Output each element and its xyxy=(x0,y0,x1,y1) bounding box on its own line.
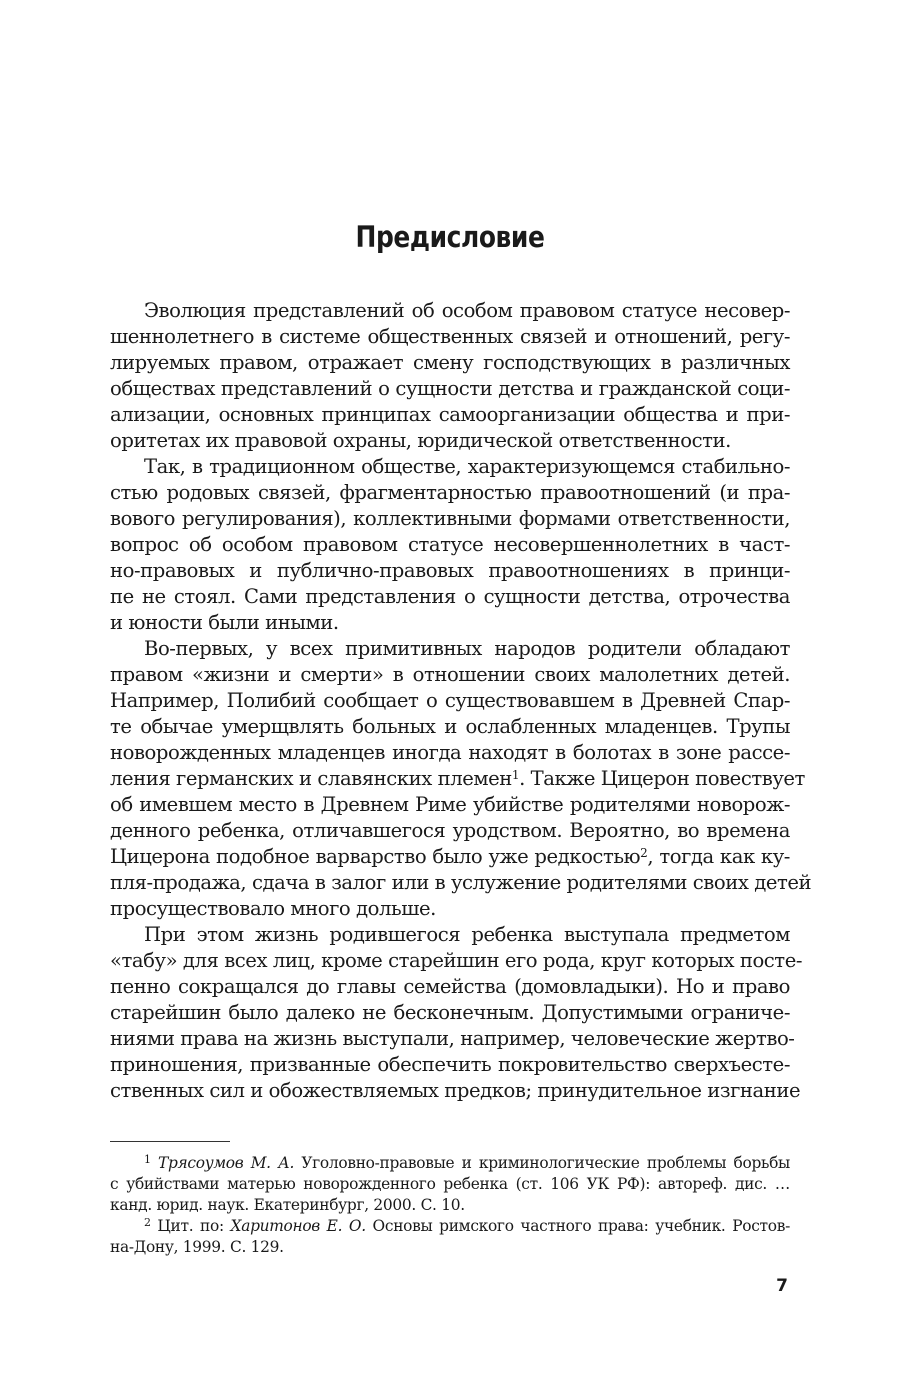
footnote-text: Основы римского частного права: учебник. Ростов- xyxy=(365,1217,790,1235)
text-line: денного ребенка, отличавшегося уродством. Вероятно, во времена xyxy=(110,819,790,842)
text-line: правом «жизни и смерти» в отношении своих малолетних детей. xyxy=(110,663,790,686)
text-line: новорожденных младенцев иногда находят в болотах в зоне рассе- xyxy=(110,741,790,764)
page-number: 7 xyxy=(776,1276,788,1296)
text-line: ственных сил и обожествляемых предков; принудительное изгнание xyxy=(110,1079,801,1102)
text-line: Например, Полибий сообщает о существовавшем в Древней Спар- xyxy=(110,689,790,712)
paragraph-4 xyxy=(110,922,803,1104)
text-line: но-правовых и публично-правовых правоотношениях в принци- xyxy=(110,559,790,582)
footnotes xyxy=(110,1153,790,1258)
line-text: . Также Цицерон повествует xyxy=(519,767,805,790)
text-line: лируемых правом, отражает смену господствующих в различных xyxy=(110,351,790,374)
line-text: Цицерона подобное варварство было уже редкостью xyxy=(110,845,641,868)
text-line: и юности были иными. xyxy=(110,611,339,634)
page-title: Предисловие xyxy=(355,220,545,254)
text-line: об имевшем место в Древнем Риме убийстве родителями новорож- xyxy=(110,793,790,816)
text-line: Так, в традиционном обществе, характеризующемся стабильно- xyxy=(144,455,790,478)
footnote-ref-1[interactable]: 1 xyxy=(511,768,520,782)
text-line: шеннолетнего в системе общественных связей и отношений, регу- xyxy=(110,325,790,348)
footnote-line: на-Дону, 1999. С. 129. xyxy=(110,1238,284,1256)
text-line: стью родовых связей, фрагментарностью правоотношений (и пра- xyxy=(110,481,790,504)
footnote-prefix: Цит. по: xyxy=(150,1217,231,1235)
line-text: , тогда как ку- xyxy=(647,845,790,868)
text-line: старейшин было далеко не бесконечным. Допустимыми ограниче- xyxy=(110,1001,790,1024)
text-line-with-footnote xyxy=(110,766,805,792)
text-line: вопрос об особом правовом статусе несовершеннолетних в част- xyxy=(110,533,790,556)
text-line: пля-продажа, сдача в залог или в услужение родителями своих детей xyxy=(110,871,812,894)
text-line: оритетах их правовой охраны, юридической ответственности. xyxy=(110,429,731,452)
line-text: ления германских и славянских племен xyxy=(110,767,512,790)
text-line: пенно сокращался до главы семейства (домовладыки). Но и право xyxy=(110,975,790,998)
text-line-with-footnote xyxy=(110,844,790,870)
footnote-divider xyxy=(110,1141,230,1142)
text-line: вового регулирования), коллективными формами ответственности, xyxy=(110,507,790,530)
footnote-line: канд. юрид. наук. Екатеринбург, 2000. С. 10. xyxy=(110,1196,465,1214)
footnote-number: 2 xyxy=(144,1216,151,1229)
footnote-1 xyxy=(110,1153,790,1216)
text-line: Во-первых, у всех примитивных народов родители обладают xyxy=(144,637,790,660)
footnote-line: с убийствами матерью новорожденного ребенка (ст. 106 УК РФ): автореф. дис. … xyxy=(110,1175,790,1193)
paragraph-2 xyxy=(110,454,790,636)
text-line: «табу» для всех лиц, кроме старейшин его рода, круг которых посте- xyxy=(110,949,803,972)
text-line: пе не стоял. Сами представления о сущности детства, отрочества xyxy=(110,585,790,608)
footnote-author: Харитонов Е. О. xyxy=(230,1217,366,1235)
text-line: обществах представлений о сущности детства и гражданской соци- xyxy=(110,377,790,400)
footnote-author: Трясоумов М. А. xyxy=(158,1154,295,1172)
text-line: ализации, основных принципах самоорганизации общества и при- xyxy=(110,403,790,426)
paragraph-3 xyxy=(110,636,812,922)
paragraph-1 xyxy=(110,298,790,454)
footnote-ref-2[interactable]: 2 xyxy=(640,846,648,860)
text-line: Эволюция представлений об особом правовом статусе несовер- xyxy=(144,299,790,322)
footnote-number: 1 xyxy=(144,1153,151,1166)
text-line: При этом жизнь родившегося ребенка выступала предметом xyxy=(144,923,790,946)
text-line: просуществовало много дольше. xyxy=(110,897,436,920)
footnote-2 xyxy=(110,1216,790,1258)
footnote-text: Уголовно-правовые и криминологические проблемы борьбы xyxy=(294,1154,790,1172)
body-text xyxy=(110,298,812,1104)
footnote-line xyxy=(110,1153,790,1174)
footnote-line xyxy=(110,1216,790,1237)
text-line: те обычае умерщвлять больных и ослабленных младенцев. Трупы xyxy=(110,715,790,738)
text-line: приношения, призванные обеспечить покровительство сверхъесте- xyxy=(110,1053,790,1076)
text-line: ниями права на жизнь выступали, например, человеческие жертво- xyxy=(110,1027,795,1050)
